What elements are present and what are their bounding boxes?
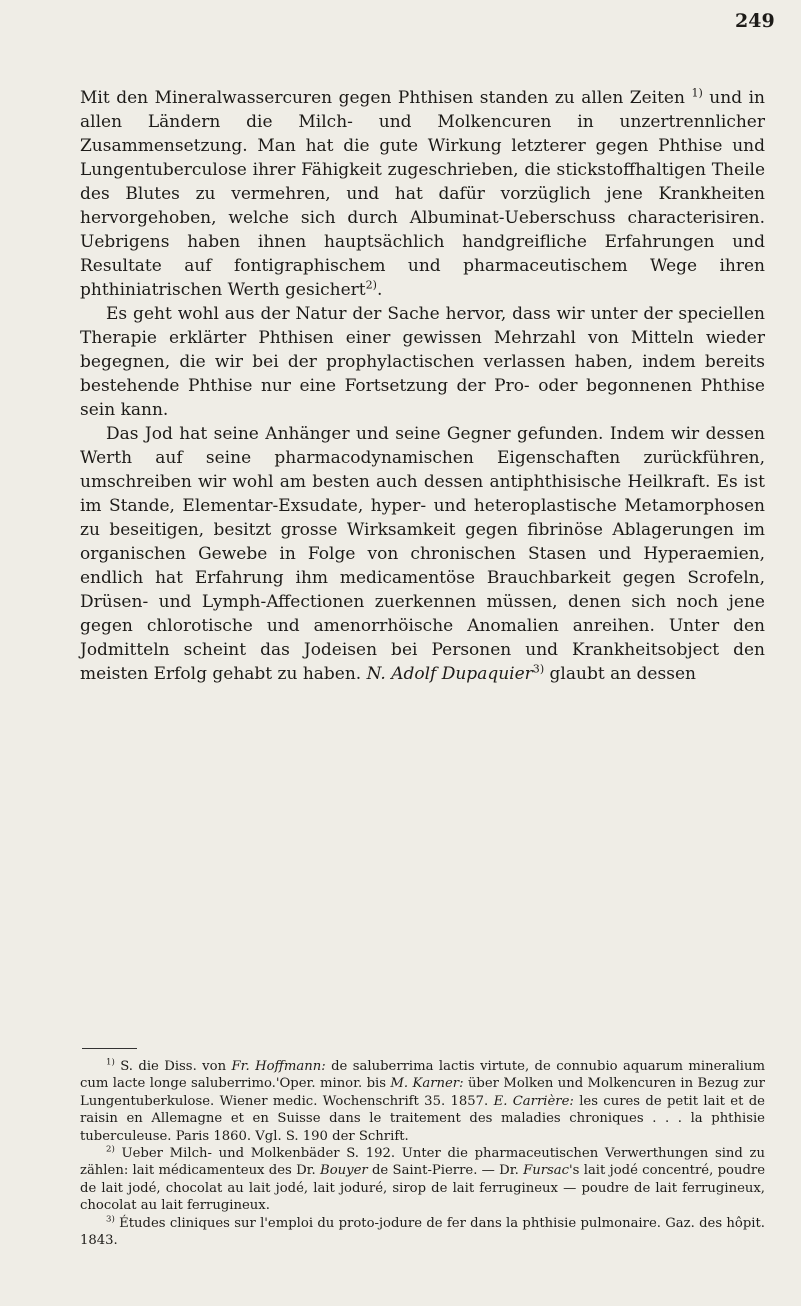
text-run: Das Jod hat seine Anhänger und seine Gegner gefunden. Indem wir dessen Werth auf seine pharmacodynamischen Eigenschaften zurückführen, umschreiben wir wohl am besten auch dessen antiphthisische Heilkraft. Es ist im Stande, Elementar-Exsudate, hyper- und heteroplastische Metamorphosen zu beseitigen, besitzt grosse Wirksamkeit gegen fibrinöse Ablagerungen im organischen Gewebe in Folge von chronischen Stasen und Hyperaemien, endlich hat Erfahrung ihm medicamentöse Brauchbarkeit gegen Scrofeln, Drüsen- und Lymph-Affectionen zuerkennen müssen, denen sich noch jene gegen chlorotische und amenorrhöische Anomalien anreihen. Unter den Jodmitteln scheint das Jodeisen bei Personen und Krankheitsobject den meisten Erfolg gehabt zu haben. (80, 424, 765, 684)
footnote-marker: 1) (106, 1057, 115, 1068)
footnote-marker: 2) (106, 1144, 115, 1155)
footnote-divider (82, 1048, 137, 1049)
text-run: S. die Diss. von (114, 1059, 232, 1074)
italic-text: Fr. Hoffmann: (231, 1059, 326, 1074)
italic-text: Bouyer (320, 1163, 368, 1179)
text-run: glaubt an dessen (544, 664, 696, 684)
footnote (80, 1215, 765, 1250)
footnote-marker: 3) (106, 1214, 115, 1225)
text-run: 's lait jodé concentré, poudre de lait jodé, chocolat au lait jodé, lait joduré, sirop de lait ferrugineux — poudre de lait ferrugineux, chocolat au lait ferrugineux. (80, 1163, 766, 1214)
text-run: Mit den Mineralwassercuren gegen Phthisen standen zu allen Zeiten (80, 88, 692, 108)
page-number: 249 (735, 10, 775, 32)
italic-text: M. Karner: (390, 1076, 464, 1092)
text-run: les cures de petit lait et de raisin en Allemagne et en Suisse dans le traitement des maladies chroniques . . . la phthisie tuberculeuse. Paris 1860. Vgl. S. 190 der Schrift. (80, 1093, 765, 1144)
paragraph (80, 422, 765, 686)
footnote (80, 1145, 765, 1215)
text-run: Es geht wohl aus der Natur der Sache hervor, dass wir unter der speciellen Therapie erklärter Phthisen einer gewissen Mehrzahl von Mitteln wieder begegnen, die wir bei der prophylactischen verlassen haben, indem bereits bestehende Phthise nur eine Fortsetzung der Pro- oder begonnenen Phthise sein kann. (80, 304, 765, 420)
paragraph (80, 86, 765, 302)
footnote-marker: 2) (365, 278, 377, 292)
text-run: . (376, 280, 383, 300)
footnote-marker: 1) (691, 86, 703, 100)
text-run: Ueber Milch- und Molkenbäder S. 192. Unter die pharmaceutischen Verwerthungen sind zu zählen: lait médicamenteux des Dr. (80, 1146, 765, 1179)
footnotes (80, 1058, 765, 1249)
text-run: de Saint-Pierre. — Dr. (367, 1163, 524, 1179)
text-run: de saluberrima lactis virtute, de connubio aquarum mineralium cum lacte longe saluberrimo.'Oper. minor. bis (80, 1059, 765, 1092)
italic-text: N. Adolf Dupaquier (366, 664, 533, 684)
main-text (80, 86, 765, 686)
text-run: Études cliniques sur l'emploi du proto-jodure de fer dans la phthisie pulmonaire. Gaz. des hôpit. 1843. (80, 1215, 765, 1249)
footnote-marker: 3) (532, 662, 545, 676)
paragraph (80, 302, 765, 422)
footnote (80, 1058, 765, 1145)
text-run: über Molken und Molkencuren in Bezug zur Lungentuberkulose. Wiener medic. Wochenschrift 35. 1857. (80, 1076, 765, 1109)
text-run: und in allen Ländern die Milch- und Molkencuren in unzertrennlicher Zusammensetzung. Man hat die gute Wirkung letzterer gegen Phthise und Lungentuberculose ihrer Fähigkeit zugeschrieben, die stickstoffhaltigen Theile des Blutes zu vermehren, und hat dafür vorzüglich jene Krankheiten hervorgehoben, welche sich durch Albuminat-Ueberschuss characterisiren. Uebrigens haben ihnen hauptsächlich handgreifliche Erfahrungen und Resultate auf fontigraphischem und pharmaceutischem Wege ihren phthiniatrischen Werth gesichert (80, 88, 765, 300)
italic-text: Fursac (523, 1163, 570, 1179)
italic-text: E. Carrière: (493, 1093, 574, 1109)
